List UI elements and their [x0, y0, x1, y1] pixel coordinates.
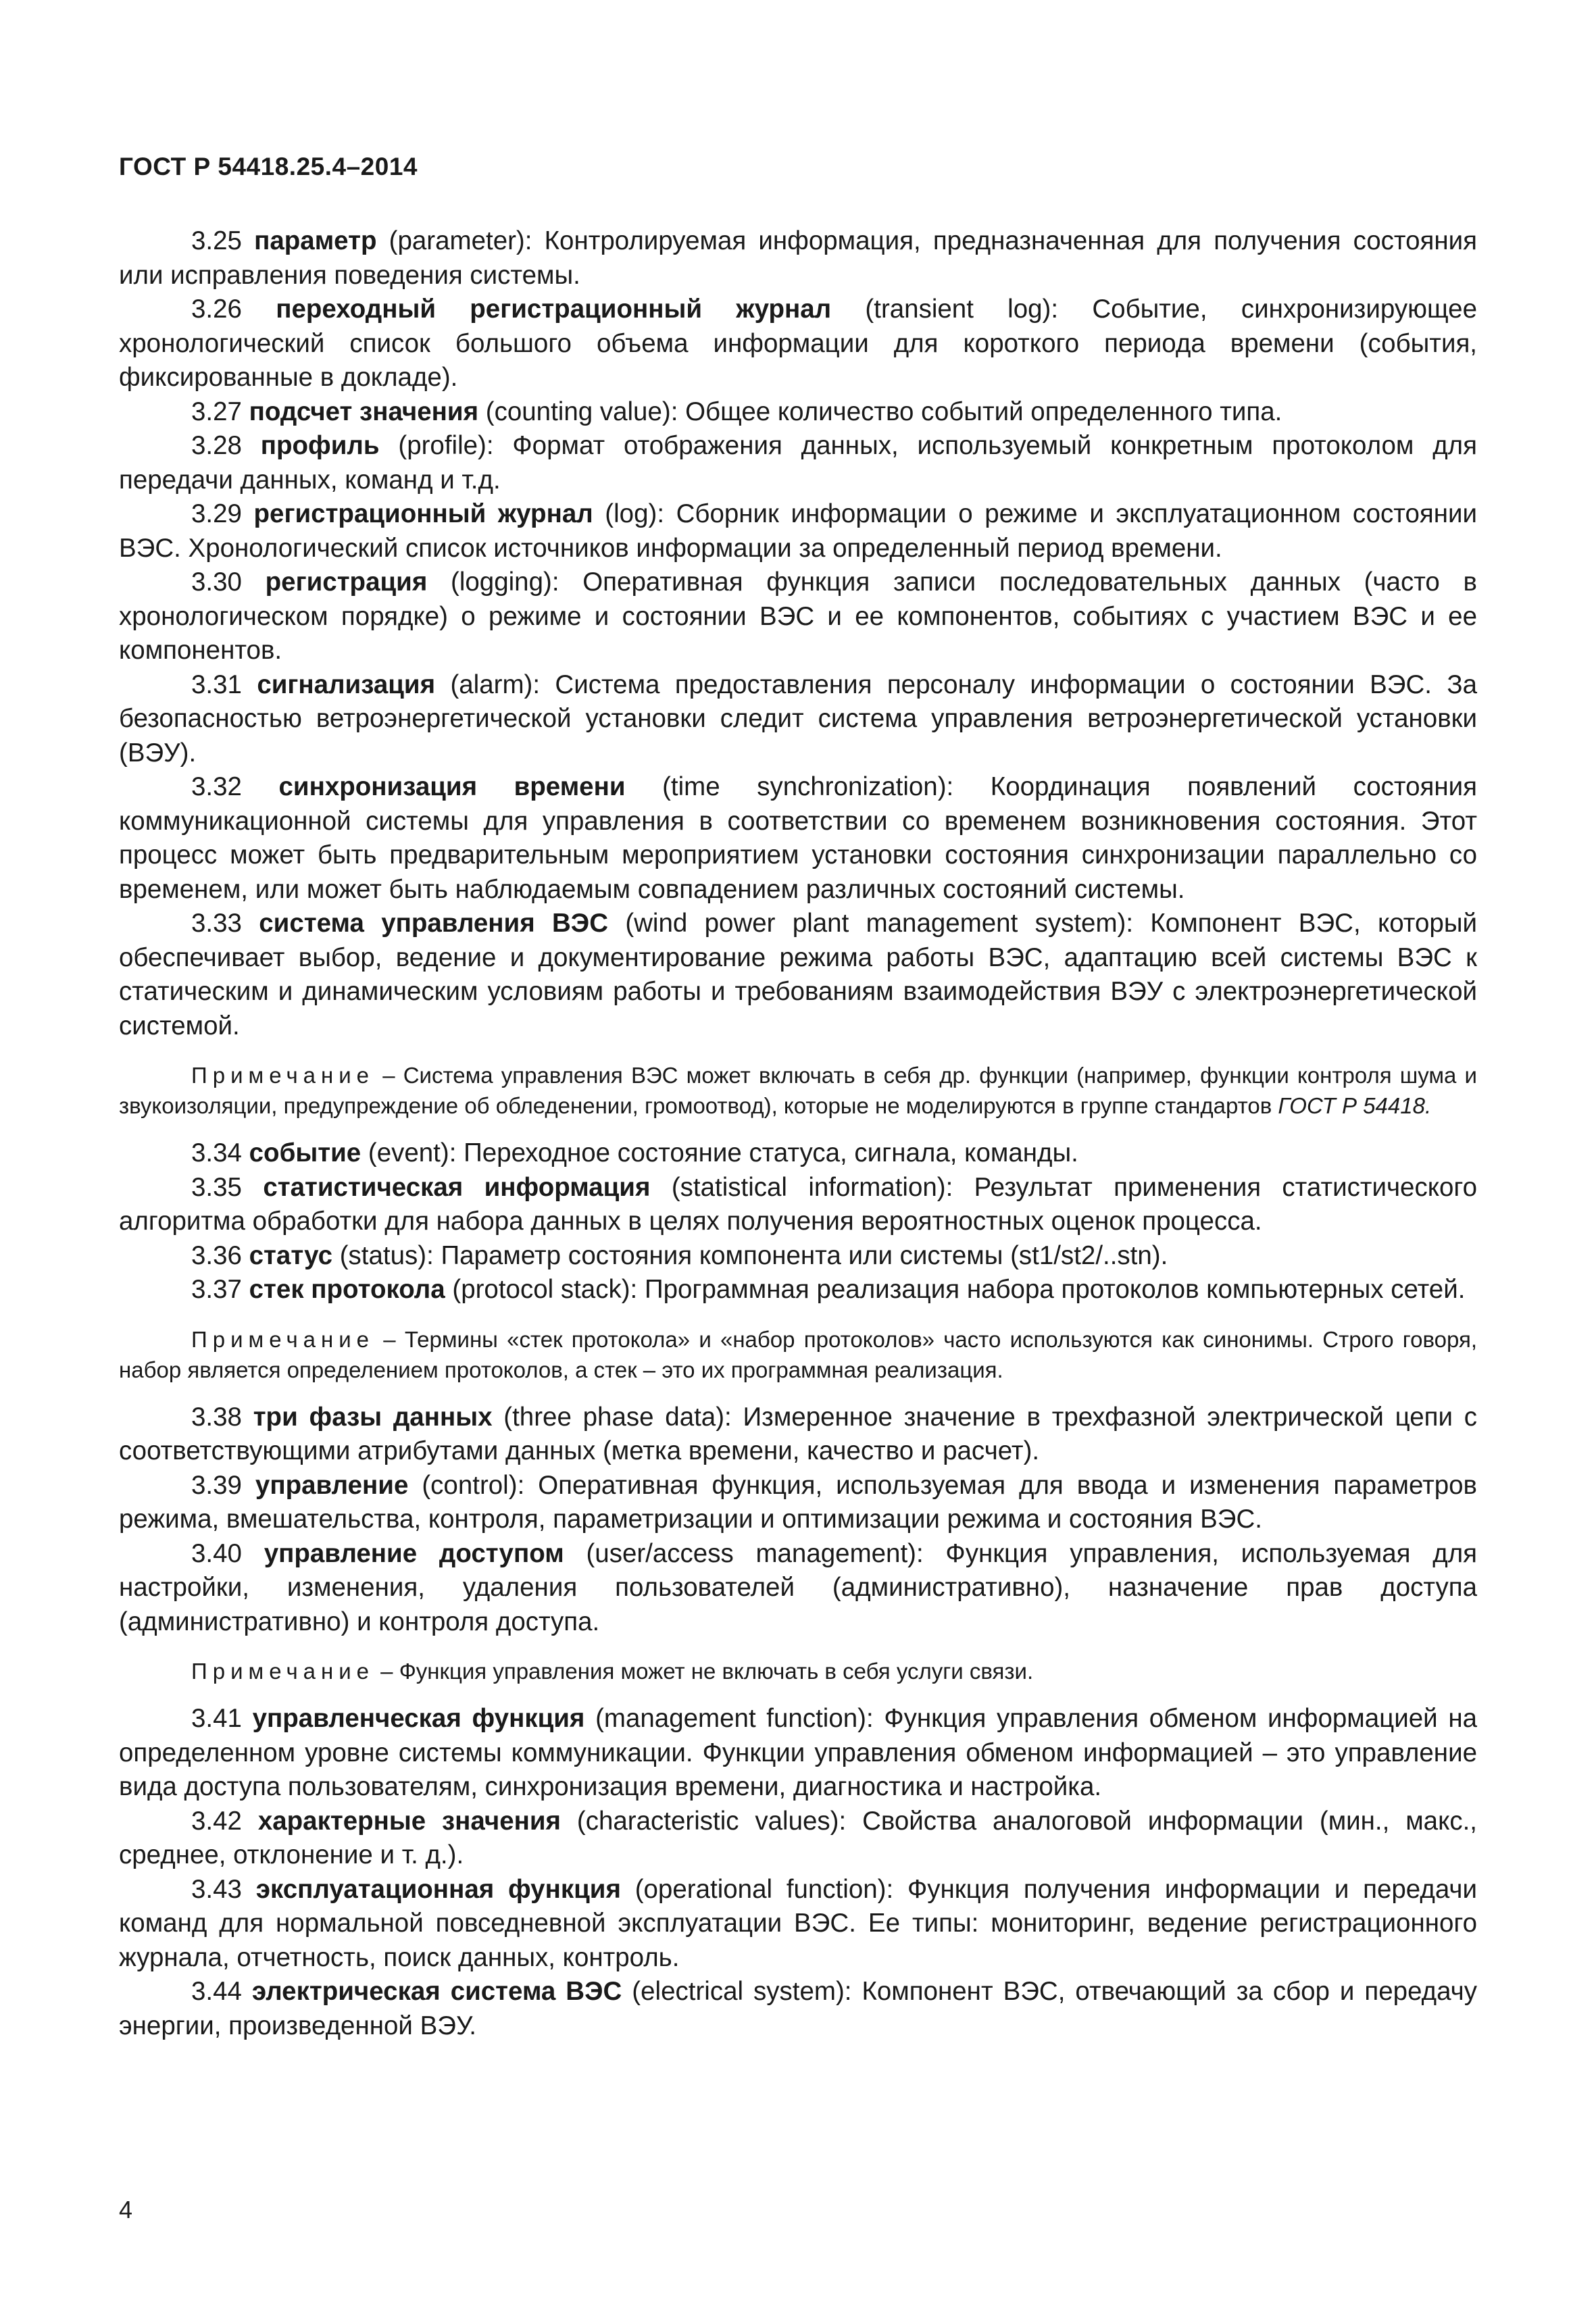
definition-3-25 — [119, 224, 1477, 293]
term-text: : Событие, синхронизирующее хронологический список большого объема информации для короткого периода времени (события, фиксированные в докладе). — [119, 295, 1478, 392]
note-3 — [119, 1656, 1477, 1686]
definition-3-28 — [119, 429, 1477, 497]
term-number: 3.37 — [191, 1275, 242, 1304]
term-number: 3.30 — [191, 568, 242, 597]
term-text: : Свойства аналоговой информации (мин., макс., среднее, отклонение и т. д.). — [119, 1806, 1477, 1869]
term-english: (statistical information) — [671, 1172, 946, 1202]
term-number: 3.44 — [191, 1977, 242, 2006]
term-text: : Общее количество событий определенного типа. — [670, 397, 1282, 426]
definition-3-42 — [119, 1805, 1477, 1873]
term-text: : Компонент ВЭС, который обеспечивает выбор, ведение и документирование режима работы ВЭС, адаптацию всей системы ВЭС к статическим и динамическим условиям работы и требованиям взаимодействия ВЭУ с электроэнергетической системой. — [119, 909, 1478, 1040]
term-text: : Система предоставления персоналу информации о состоянии ВЭС. За безопасностью ветроэнергетической установки следит система управления ветроэнергетической установки (ВЭУ). — [119, 670, 1478, 768]
note-text: – Термины «стек протокола» и «набор протоколов» часто используются как синонимы. Строго говоря, набор является определением протоколов, а стек – это их программная реализация. — [119, 1326, 1477, 1382]
term-name: сигнализация — [257, 670, 436, 699]
note-text: – Функция управления может не включать в себя услуги связи. — [374, 1659, 1034, 1684]
definition-3-40 — [119, 1537, 1477, 1640]
term-english: (operational function) — [634, 1874, 887, 1904]
term-name: эксплуатационная функция — [255, 1874, 621, 1904]
term-name: стек протокола — [249, 1275, 445, 1304]
term-english: (counting value) — [485, 397, 671, 426]
term-name: подсчет значения — [249, 397, 479, 426]
term-name: регистрация — [265, 568, 428, 597]
term-name: статистическая информация — [263, 1172, 651, 1202]
definitions-body — [119, 224, 1477, 2043]
definition-3-29 — [119, 497, 1477, 565]
term-text: : Контролируемая информация, предназначенная для получения состояния или исправления поведения системы. — [119, 226, 1477, 290]
term-text: : Функция управления обменом информацией на определенном уровне системы коммуникации. Функции управления обменом информацией – это управление вида доступа пользователям, синхронизация времени, диагностика и настройка. — [119, 1704, 1478, 1801]
term-text: : Функция управления, используемая для настройки, изменения, удаления пользователей (административно), назначение прав доступа (административно) и контроля доступа. — [119, 1538, 1478, 1636]
note-2 — [119, 1324, 1477, 1385]
term-number: 3.26 — [191, 295, 242, 324]
term-number: 3.42 — [191, 1806, 242, 1836]
term-english: (logging) — [451, 568, 552, 597]
term-english: (status) — [339, 1240, 427, 1270]
term-number: 3.39 — [191, 1470, 242, 1500]
term-english: (parameter) — [389, 226, 525, 255]
term-english: (log) — [605, 499, 657, 528]
term-name: событие — [249, 1138, 361, 1167]
term-english: (transient log) — [865, 295, 1051, 324]
term-text: : Формат отображения данных, используемый конкретным протоколом для передачи данных, команд и т.д. — [119, 431, 1477, 495]
term-number: 3.35 — [191, 1172, 242, 1202]
term-number: 3.36 — [191, 1240, 242, 1270]
term-name: управление доступом — [264, 1538, 564, 1568]
term-text: : Программная реализация набора протоколов компьютерных сетей. — [630, 1275, 1466, 1304]
definition-3-31 — [119, 668, 1477, 771]
term-name: электрическая система ВЭС — [251, 1977, 622, 2006]
term-text: : Сборник информации о режиме и эксплуатационном состоянии ВЭС. Хронологический список источников информации за определенный период времени. — [119, 499, 1478, 563]
definition-3-34 — [119, 1136, 1477, 1171]
note-label: Примечание — [191, 1063, 375, 1088]
definition-3-38 — [119, 1401, 1477, 1469]
term-text: : Координация появлений состояния коммуникационной системы для управления в соответствии со временем возникновения состояния. Этот процесс может быть предварительным мероприятием установки состояния синхронизации параллельно со временем, или может быть наблюдаемым совпадением различных состояний системы. — [119, 772, 1477, 904]
term-number: 3.41 — [191, 1704, 242, 1733]
definition-3-39 — [119, 1469, 1477, 1537]
page-number: 4 — [119, 2196, 133, 2223]
term-text: : Измеренное значение в трехфазной электрической цепи с соответствующими атрибутами данных (метка времени, качество и расчет). — [119, 1402, 1477, 1465]
term-english: (user/access management) — [586, 1538, 916, 1568]
term-text: : Оперативная функция записи последовательных данных (часто в хронологическом порядке) о режиме и состоянии ВЭС и ее компонентов, событиях с участием ВЭС и ее компонентов. — [119, 568, 1477, 665]
term-number: 3.29 — [191, 499, 242, 528]
term-number: 3.33 — [191, 909, 242, 938]
term-name: управленческая функция — [252, 1704, 585, 1733]
term-number: 3.31 — [191, 670, 242, 699]
term-english: (alarm) — [450, 670, 533, 699]
term-number: 3.43 — [191, 1874, 242, 1904]
term-name: синхронизация времени — [278, 772, 626, 801]
term-name: параметр — [254, 226, 377, 255]
term-english: (electrical system) — [632, 1977, 845, 2006]
term-text: : Результат применения статистического алгоритма обработки для набора данных в целях получения вероятностных оценок процесса. — [119, 1172, 1477, 1236]
term-name: профиль — [260, 431, 380, 460]
term-english: (wind power plant management system) — [625, 909, 1126, 938]
term-english: (event) — [368, 1138, 449, 1167]
term-name: статус — [249, 1240, 332, 1270]
term-number: 3.28 — [191, 431, 242, 460]
definition-3-27 — [119, 395, 1477, 430]
term-number: 3.27 — [191, 397, 242, 426]
term-text: : Оперативная функция, используемая для ввода и изменения параметров режима, вмешательства, контроля, параметризации и оптимизации режима и состояния ВЭС. — [119, 1470, 1478, 1534]
term-name: управление — [255, 1470, 409, 1500]
note-1 — [119, 1060, 1477, 1121]
term-english: (time synchronization) — [662, 772, 947, 801]
note-reference: ГОСТ Р 54418. — [1278, 1093, 1432, 1118]
term-text: : Функция получения информации и передачи команд для нормальной повседневной эксплуатации ВЭС. Ее типы: мониторинг, ведение регистрационного журнала, отчетность, поиск данных, контроль. — [119, 1874, 1477, 1972]
definition-3-44 — [119, 1975, 1477, 2043]
term-english: (management function) — [595, 1704, 866, 1733]
term-number: 3.40 — [191, 1538, 242, 1568]
document-header: ГОСТ Р 54418.25.4–2014 — [119, 153, 418, 180]
term-name: переходный регистрационный журнал — [276, 295, 832, 324]
definition-3-37 — [119, 1273, 1477, 1307]
note-text: – Система управления ВЭС может включать в себя др. функции (например, функции контроля шума и звукоизоляции, предупреждение об обледенении, громоотвод), которые не моделируются в группе стандартов — [119, 1063, 1477, 1118]
term-english: (control) — [422, 1470, 518, 1500]
term-english: (protocol stack) — [452, 1275, 630, 1304]
note-label: Примечание — [191, 1659, 375, 1684]
term-text: : Переходное состояние статуса, сигнала, команды. — [449, 1138, 1078, 1167]
term-english: (profile) — [398, 431, 487, 460]
term-text: : Компонент ВЭС, отвечающий за сбор и передачу энергии, произведенной ВЭУ. — [119, 1977, 1477, 2040]
definition-3-36 — [119, 1239, 1477, 1274]
term-number: 3.32 — [191, 772, 242, 801]
term-number: 3.25 — [191, 226, 242, 255]
definition-3-43 — [119, 1873, 1477, 1976]
term-name: характерные значения — [257, 1806, 562, 1836]
term-name: система управления ВЭС — [259, 909, 608, 938]
term-english: (characteristic values) — [576, 1806, 839, 1836]
definition-3-41 — [119, 1702, 1477, 1805]
term-name: регистрационный журнал — [253, 499, 593, 528]
definition-3-33 — [119, 907, 1477, 1043]
note-label: Примечание — [191, 1326, 375, 1352]
term-name: три фазы данных — [253, 1402, 493, 1432]
definition-3-35 — [119, 1171, 1477, 1239]
term-english: (three phase data) — [503, 1402, 725, 1432]
term-number: 3.38 — [191, 1402, 242, 1432]
term-text: : Параметр состояния компонента или системы (st1/st2/..stn). — [426, 1240, 1168, 1270]
definition-3-26 — [119, 293, 1477, 395]
definition-3-30 — [119, 565, 1477, 668]
definition-3-32 — [119, 770, 1477, 907]
term-number: 3.34 — [191, 1138, 242, 1167]
